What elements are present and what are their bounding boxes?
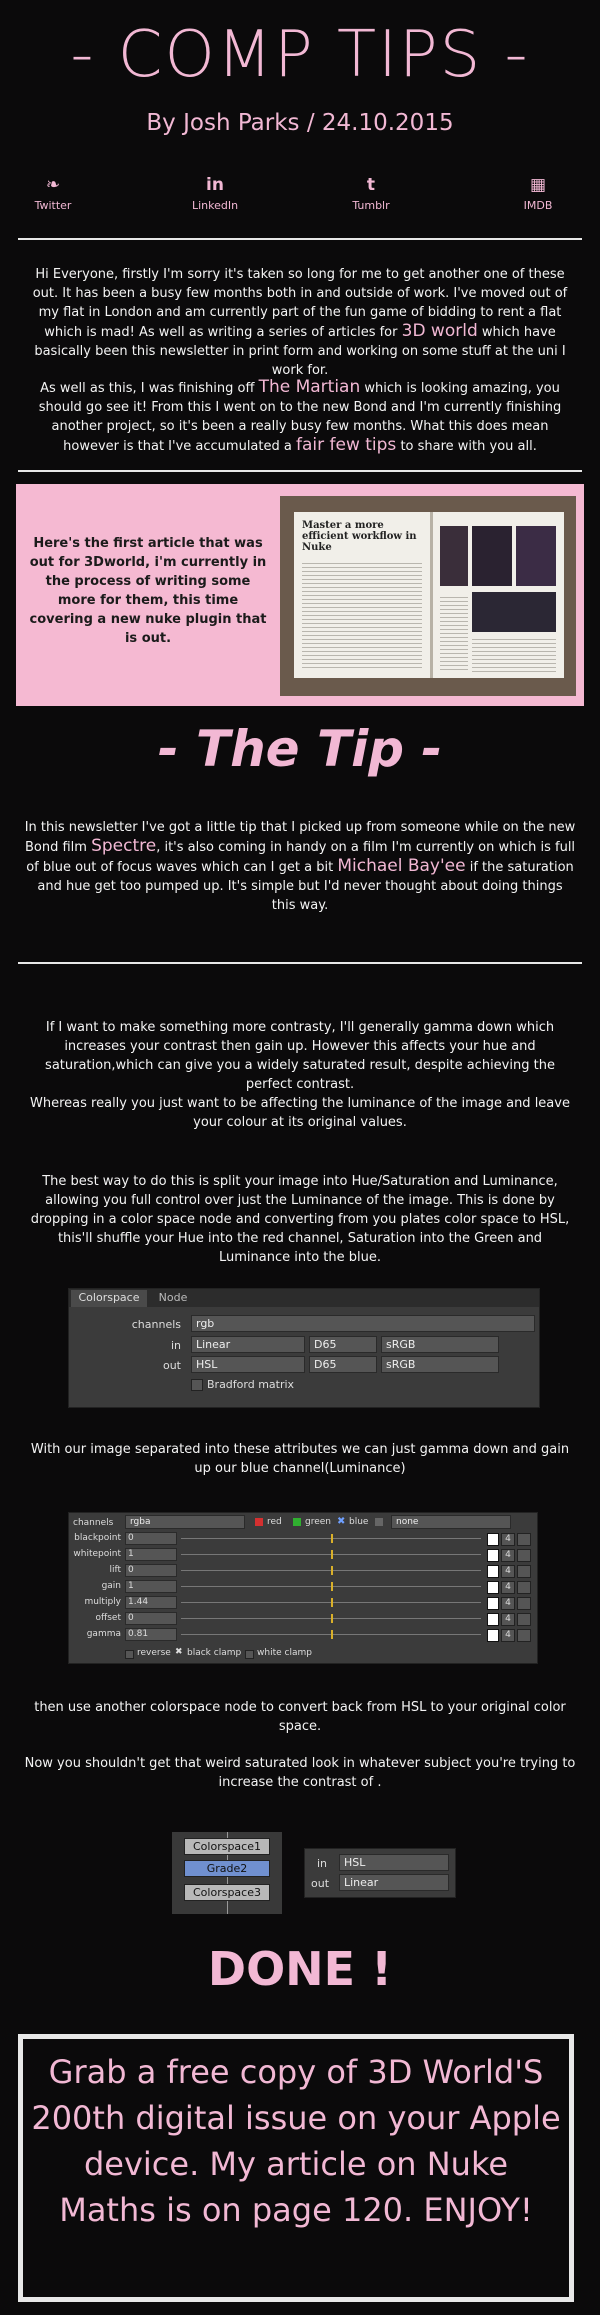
red-label: red xyxy=(267,1517,282,1527)
black-clamp-check-icon[interactable]: ✖ xyxy=(175,1647,183,1657)
grade-row-value[interactable]: 1 xyxy=(125,1548,177,1561)
grade-row-color-swatch[interactable] xyxy=(487,1629,499,1642)
imdb-label: IMDB xyxy=(523,199,553,212)
highlight-fair-few-tips: fair few tips xyxy=(295,435,397,455)
in-colorspace-dropdown[interactable]: Linear xyxy=(191,1336,305,1353)
grade-row-gain xyxy=(69,1580,537,1595)
highlight-the-martian: The Martian xyxy=(258,377,361,397)
done-heading: DONE ! xyxy=(207,1942,393,1996)
green-label: green xyxy=(305,1517,331,1527)
colorspace3-settings xyxy=(304,1848,456,1898)
cs3-in-dropdown[interactable]: HSL xyxy=(339,1854,449,1871)
colorspace1-node[interactable]: Colorspace1 xyxy=(184,1838,270,1855)
promo-box xyxy=(18,2034,574,2302)
tumblr-icon: t xyxy=(366,175,376,195)
linkedin-label: LinkedIn xyxy=(191,199,239,212)
red-swatch[interactable] xyxy=(255,1518,263,1526)
cs3-out-dropdown[interactable]: Linear xyxy=(339,1874,449,1891)
grade2-node[interactable]: Grade2 xyxy=(184,1860,270,1877)
grade-row-color-swatch[interactable] xyxy=(487,1533,499,1546)
linkedin-icon: in xyxy=(206,175,224,195)
none-swatch[interactable] xyxy=(375,1518,383,1526)
grade-channels-label: channels xyxy=(73,1518,114,1528)
out-illuminant-dropdown[interactable]: D65 xyxy=(309,1356,377,1373)
imdb-icon: ▦ xyxy=(529,175,547,195)
grade-row-multiply xyxy=(69,1596,537,1611)
grade-row-color-swatch[interactable] xyxy=(487,1549,499,1562)
grade-row-lift xyxy=(69,1564,537,1579)
byline: By Josh Parks / 24.10.2015 xyxy=(146,110,454,136)
tip-paragraph-3: Whereas really you just want to be affecting the luminance of the image and leave your colour at its original values. xyxy=(30,1096,570,1130)
grade-row-badge[interactable]: 4 xyxy=(501,1613,515,1626)
twitter-label: Twitter xyxy=(34,199,72,212)
blue-check-icon[interactable]: ✖ xyxy=(337,1516,346,1527)
colorspace3-node[interactable]: Colorspace3 xyxy=(184,1884,270,1901)
grade-row-slider-knob[interactable] xyxy=(331,1598,333,1607)
grade-row-value[interactable]: 0 xyxy=(125,1612,177,1625)
grade-row-badge[interactable]: 4 xyxy=(501,1597,515,1610)
white-clamp-label: white clamp xyxy=(257,1648,312,1658)
grade-row-badge[interactable]: 4 xyxy=(501,1549,515,1562)
grade-row-color-swatch[interactable] xyxy=(487,1565,499,1578)
grade-row-blackpoint xyxy=(69,1532,537,1547)
channels-label: channels xyxy=(131,1318,181,1331)
twitter-icon: ❧ xyxy=(45,175,61,195)
grade-row-badge[interactable]: 4 xyxy=(501,1565,515,1578)
green-swatch[interactable] xyxy=(293,1518,301,1526)
grade-row-slider-knob[interactable] xyxy=(331,1566,333,1575)
grade-row-slider-knob[interactable] xyxy=(331,1550,333,1559)
grade-panel xyxy=(68,1512,538,1664)
grade-row-whitepoint xyxy=(69,1548,537,1563)
in-illuminant-dropdown[interactable]: D65 xyxy=(309,1336,377,1353)
mask-dropdown[interactable]: none xyxy=(391,1515,511,1529)
grade-row-value[interactable]: 1.44 xyxy=(125,1596,177,1609)
animation-menu-icon[interactable] xyxy=(517,1629,531,1642)
highlight-3d-world: 3D world xyxy=(401,321,478,341)
tip-paragraph-5: With our image separated into these attributes we can just gamma down and gain up our blue channel(Luminance) xyxy=(30,1442,570,1476)
out-primaries-dropdown[interactable]: sRGB xyxy=(381,1356,499,1373)
highlight-spectre: Spectre xyxy=(91,836,157,856)
divider xyxy=(18,238,582,240)
tip-paragraph-7: Now you shouldn't get that weird saturated look in whatever subject you're trying to increase the contrast of . xyxy=(24,1756,576,1790)
tab-node[interactable]: Node xyxy=(158,1291,188,1304)
grade-row-slider-knob[interactable] xyxy=(331,1534,333,1543)
grade-row-slider-knob[interactable] xyxy=(331,1630,333,1639)
article-callout xyxy=(16,484,584,706)
grade-row-label: offset xyxy=(95,1613,121,1623)
highlight-michael-bay: Michael Bay'ee xyxy=(337,856,466,876)
grade-row-color-swatch[interactable] xyxy=(487,1613,499,1626)
cs3-in-label: in xyxy=(317,1857,328,1870)
grade-row-offset xyxy=(69,1612,537,1627)
tip-paragraph-2: If I want to make something more contrasty, I'll generally gamma down which increases your contrast then gain up. However this affects your hue and saturation,which can give you a widely saturated result, despite achieving the perfect contrast. xyxy=(45,1020,555,1092)
blue-label: blue xyxy=(349,1517,369,1527)
grade-row-slider-knob[interactable] xyxy=(331,1614,333,1623)
grade-row-color-swatch[interactable] xyxy=(487,1597,499,1610)
tip-title: - The Tip - xyxy=(157,720,443,778)
grade-row-value[interactable]: 0.81 xyxy=(125,1628,177,1641)
bradford-checkbox[interactable] xyxy=(191,1379,203,1391)
cs3-out-label: out xyxy=(311,1877,330,1890)
animation-menu-icon[interactable] xyxy=(517,1549,531,1562)
tumblr-link[interactable] xyxy=(321,175,421,212)
twitter-link[interactable] xyxy=(3,175,103,212)
intro-paragraph-2: As well as this, I was finishing off The Martian which is looking amazing, you should go see it! From this I went on to the new Bond and I'm currently finishing another project, so it's been a really busy few months. What this does mean however is that I've accumulated a fair few tips to share with you all. xyxy=(38,377,562,455)
page-title: - COMP TIPS - xyxy=(70,18,530,92)
linkedin-link[interactable] xyxy=(165,175,265,212)
node-graph xyxy=(172,1832,282,1914)
in-label: in xyxy=(170,1339,181,1352)
grade-row-label: whitepoint xyxy=(73,1549,121,1559)
tip-paragraph-4: The best way to do this is split your image into Hue/Saturation and Luminance, allowing you full control over just the Luminance of the image. This is done by dropping in a color space node and converting from you plates color space to HSL, this'll shuffle your Hue into the red channel, Saturation into the Green and Luminance into the blue. xyxy=(30,1174,570,1265)
divider xyxy=(18,470,582,472)
grade-row-value[interactable]: 1 xyxy=(125,1580,177,1593)
social-links xyxy=(0,175,600,225)
animation-menu-icon[interactable] xyxy=(517,1581,531,1594)
animation-menu-icon[interactable] xyxy=(517,1533,531,1546)
imdb-link[interactable] xyxy=(488,175,588,212)
white-clamp-checkbox[interactable] xyxy=(245,1650,254,1659)
grade-row-gamma xyxy=(69,1628,537,1643)
out-colorspace-dropdown[interactable]: HSL xyxy=(191,1356,305,1373)
grade-row-color-swatch[interactable] xyxy=(487,1581,499,1594)
magazine-photo xyxy=(280,496,576,696)
promo-text: Grab a free copy of 3D World'S 200th digital issue on your Apple device. My article on Nuke Maths is on page 120. ENJOY! xyxy=(31,2053,561,2229)
grade-channels-dropdown[interactable]: rgba xyxy=(125,1515,245,1529)
grade-row-badge[interactable]: 4 xyxy=(501,1629,515,1642)
grade-row-badge[interactable]: 4 xyxy=(501,1581,515,1594)
grade-row-badge[interactable]: 4 xyxy=(501,1533,515,1546)
grade-row-label: gamma xyxy=(86,1629,121,1639)
animation-menu-icon[interactable] xyxy=(517,1613,531,1626)
in-primaries-dropdown[interactable]: sRGB xyxy=(381,1336,499,1353)
grade-row-value[interactable]: 0 xyxy=(125,1564,177,1577)
black-clamp-label: black clamp xyxy=(187,1648,242,1658)
grade-row-label: lift xyxy=(109,1565,121,1575)
grade-row-label: blackpoint xyxy=(74,1533,121,1543)
grade-row-slider-knob[interactable] xyxy=(331,1582,333,1591)
intro-paragraph-1: Hi Everyone, firstly I'm sorry it's taken so long for me to get another one of these out. It has been a busy few months both in and outside of work. I've moved out of my flat in London and am currently part of the fun game of bidding to rent a flat which is mad! As well as writing a series of articles for 3D world which have basically been this newsletter in print form and working on some stuff at the uni I work for. xyxy=(32,267,568,378)
bradford-label: Bradford matrix xyxy=(207,1378,295,1391)
divider xyxy=(18,962,582,964)
grade-row-value[interactable]: 0 xyxy=(125,1532,177,1545)
grade-row-label: gain xyxy=(101,1581,121,1591)
reverse-label: reverse xyxy=(137,1648,171,1658)
out-label: out xyxy=(162,1359,181,1372)
reverse-checkbox[interactable] xyxy=(125,1650,134,1659)
grade-row-label: multiply xyxy=(84,1597,121,1607)
article-text: Here's the first article that was out for 3Dworld, i'm currently in the process of writing some more for them, this time covering a new nuke plugin that is out. xyxy=(29,536,267,646)
tip-paragraph-1: In this newsletter I've got a little tip that I picked up from someone while on the new Bond film Spectre, it's also coming in handy on a film I'm currently on which is full of blue out of focus waves which can I get a bit Michael Bay'ee if the saturation and hue get too pumped up. It's simple but I'd never thought about doing things this way. xyxy=(24,820,576,913)
tab-colorspace[interactable]: Colorspace xyxy=(71,1290,147,1307)
animation-menu-icon[interactable] xyxy=(517,1597,531,1610)
colorspace-panel xyxy=(68,1288,540,1408)
animation-menu-icon[interactable] xyxy=(517,1565,531,1578)
magazine-heading: Master a more efficient workflow in Nuke xyxy=(302,520,417,553)
tumblr-label: Tumblr xyxy=(352,199,390,212)
tip-paragraph-6: then use another colorspace node to convert back from HSL to your original color space. xyxy=(34,1700,566,1734)
channels-dropdown[interactable]: rgb xyxy=(191,1315,535,1332)
